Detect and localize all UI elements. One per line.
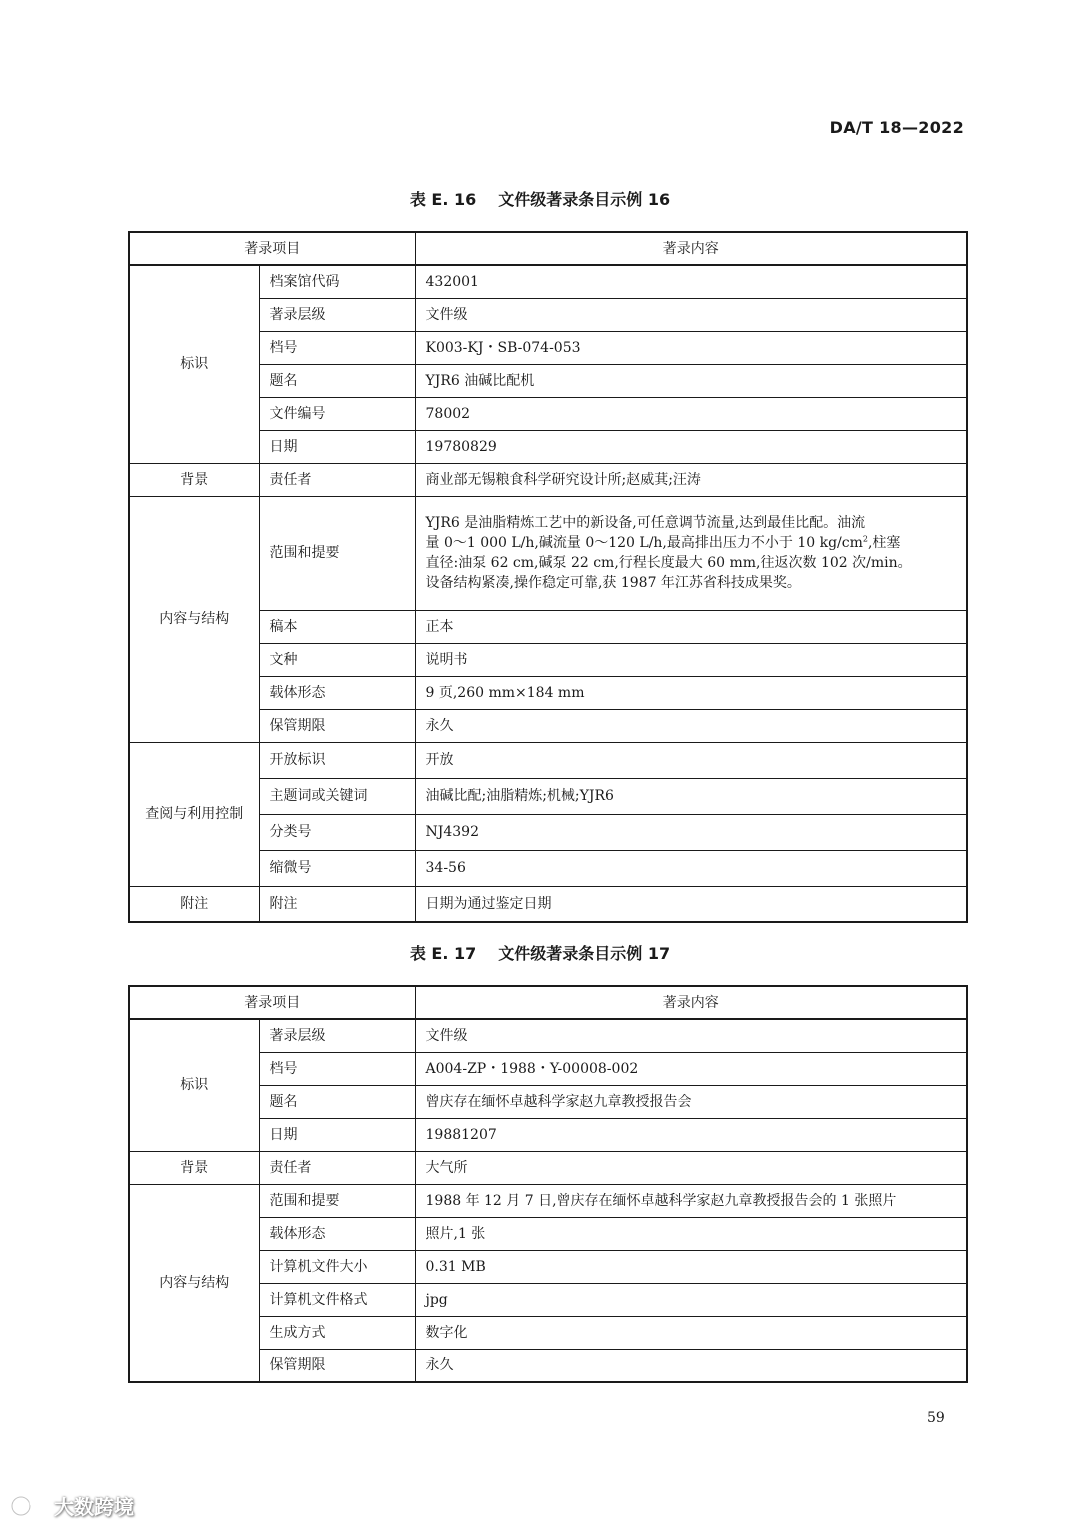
brand-logo-icon xyxy=(10,1493,50,1519)
field-label: 保管期限 xyxy=(259,1349,415,1382)
field-value: K003-KJ・SB-074-053 xyxy=(415,331,967,364)
group-label: 查阅与利用控制 xyxy=(129,742,259,886)
field-value: 0.31 MB xyxy=(415,1250,967,1283)
field-value: 19780829 xyxy=(415,430,967,463)
field-value: 正本 xyxy=(415,610,967,643)
table-header-row xyxy=(129,986,967,1019)
table-row xyxy=(129,886,967,922)
value-line: YJR6 是油脂精炼工艺中的新设备,可任意调节流量,达到最佳比配。油流 xyxy=(425,515,866,531)
field-label: 载体形态 xyxy=(259,676,415,709)
field-label: 开放标识 xyxy=(259,742,415,778)
field-value: 日期为通过鉴定日期 xyxy=(415,886,967,922)
group-label: 标识 xyxy=(129,1019,259,1151)
field-label: 著录层级 xyxy=(259,1019,415,1052)
field-value: 永久 xyxy=(415,1349,967,1382)
field-value: NJ4392 xyxy=(415,814,967,850)
field-label: 题名 xyxy=(259,364,415,397)
group-label: 标识 xyxy=(129,265,259,463)
table-row xyxy=(129,742,967,778)
field-label: 著录层级 xyxy=(259,298,415,331)
field-value: 油碱比配;油脂精炼;机械;YJR6 xyxy=(415,778,967,814)
value-line: 直径:油泵 62 cm,碱泵 22 cm,行程长度最大 60 mm,往返次数 102 次/min。 xyxy=(425,555,912,571)
table-row xyxy=(129,265,967,298)
value-line: 设备结构紧凑,操作稳定可靠,获 1987 年江苏省科技成果奖。 xyxy=(425,575,801,591)
field-label: 档案馆代码 xyxy=(259,265,415,298)
group-label: 附注 xyxy=(129,886,259,922)
table-row xyxy=(129,1019,967,1052)
field-value: 开放 xyxy=(415,742,967,778)
field-label: 档号 xyxy=(259,1052,415,1085)
watermark-text: 大数跨境 xyxy=(54,1495,134,1519)
field-value: 1988 年 12 月 7 日,曾庆存在缅怀卓越科学家赵九章教授报告会的 1 张照片 xyxy=(415,1184,967,1217)
field-label: 日期 xyxy=(259,430,415,463)
header-item: 著录项目 xyxy=(129,232,415,265)
catalog-table-e17 xyxy=(128,985,968,1383)
watermark xyxy=(10,1491,134,1520)
group-label: 背景 xyxy=(129,1151,259,1184)
field-value-multiline xyxy=(415,496,967,610)
field-label: 缩微号 xyxy=(259,850,415,886)
field-value: 永久 xyxy=(415,709,967,742)
group-label: 内容与结构 xyxy=(129,496,259,742)
field-value: 文件级 xyxy=(415,298,967,331)
table-row xyxy=(129,496,967,610)
field-value: A004-ZP・1988・Y-00008-002 xyxy=(415,1052,967,1085)
field-label: 附注 xyxy=(259,886,415,922)
table-caption: 文件级著录条目示例 16 xyxy=(498,190,671,209)
field-label: 计算机文件大小 xyxy=(259,1250,415,1283)
field-label: 生成方式 xyxy=(259,1316,415,1349)
field-label: 载体形态 xyxy=(259,1217,415,1250)
field-value: 说明书 xyxy=(415,643,967,676)
field-label: 责任者 xyxy=(259,1151,415,1184)
field-label: 计算机文件格式 xyxy=(259,1283,415,1316)
field-label: 范围和提要 xyxy=(259,496,415,610)
field-label: 责任者 xyxy=(259,463,415,496)
field-value: 商业部无锡粮食科学研究设计所;赵威萁;汪涛 xyxy=(415,463,967,496)
field-label: 保管期限 xyxy=(259,709,415,742)
standard-code: DA/T 18—2022 xyxy=(829,118,964,137)
table-number: 表 E. 17 xyxy=(409,944,477,963)
superscript: 2 xyxy=(862,534,868,544)
field-value: YJR6 油碱比配机 xyxy=(415,364,967,397)
field-value: 432001 xyxy=(415,265,967,298)
field-label: 范围和提要 xyxy=(259,1184,415,1217)
table-title xyxy=(0,187,1080,210)
field-value: 19881207 xyxy=(415,1118,967,1151)
field-label: 档号 xyxy=(259,331,415,364)
field-label: 文种 xyxy=(259,643,415,676)
page-number: 59 xyxy=(927,1410,945,1426)
header-content: 著录内容 xyxy=(415,986,967,1019)
field-value: 34-56 xyxy=(415,850,967,886)
field-value: 9 页,260 mm×184 mm xyxy=(415,676,967,709)
table-header-row xyxy=(129,232,967,265)
header-item: 著录项目 xyxy=(129,986,415,1019)
group-label: 背景 xyxy=(129,463,259,496)
field-label: 题名 xyxy=(259,1085,415,1118)
value-line-text: 量 0～1 000 L/h,碱流量 0～120 L/h,最高排出压力不小于 10 kg/cm xyxy=(425,535,863,551)
value-line xyxy=(426,533,957,553)
field-value: 数字化 xyxy=(415,1316,967,1349)
table-title xyxy=(0,941,1080,964)
field-label: 稿本 xyxy=(259,610,415,643)
field-value: 曾庆存在缅怀卓越科学家赵九章教授报告会 xyxy=(415,1085,967,1118)
field-value: 照片,1 张 xyxy=(415,1217,967,1250)
field-label: 日期 xyxy=(259,1118,415,1151)
header-content: 著录内容 xyxy=(415,232,967,265)
field-label: 主题词或关键词 xyxy=(259,778,415,814)
table-row xyxy=(129,1184,967,1217)
field-label: 文件编号 xyxy=(259,397,415,430)
field-label: 分类号 xyxy=(259,814,415,850)
catalog-table-e16 xyxy=(128,231,968,923)
group-label: 内容与结构 xyxy=(129,1184,259,1382)
table-row xyxy=(129,463,967,496)
value-line-tail: ,柱塞 xyxy=(867,535,901,551)
table-caption: 文件级著录条目示例 17 xyxy=(498,944,671,963)
table-number: 表 E. 16 xyxy=(409,190,477,209)
table-row xyxy=(129,1151,967,1184)
field-value: 文件级 xyxy=(415,1019,967,1052)
field-value: jpg xyxy=(415,1283,967,1316)
field-value: 78002 xyxy=(415,397,967,430)
field-value: 大气所 xyxy=(415,1151,967,1184)
